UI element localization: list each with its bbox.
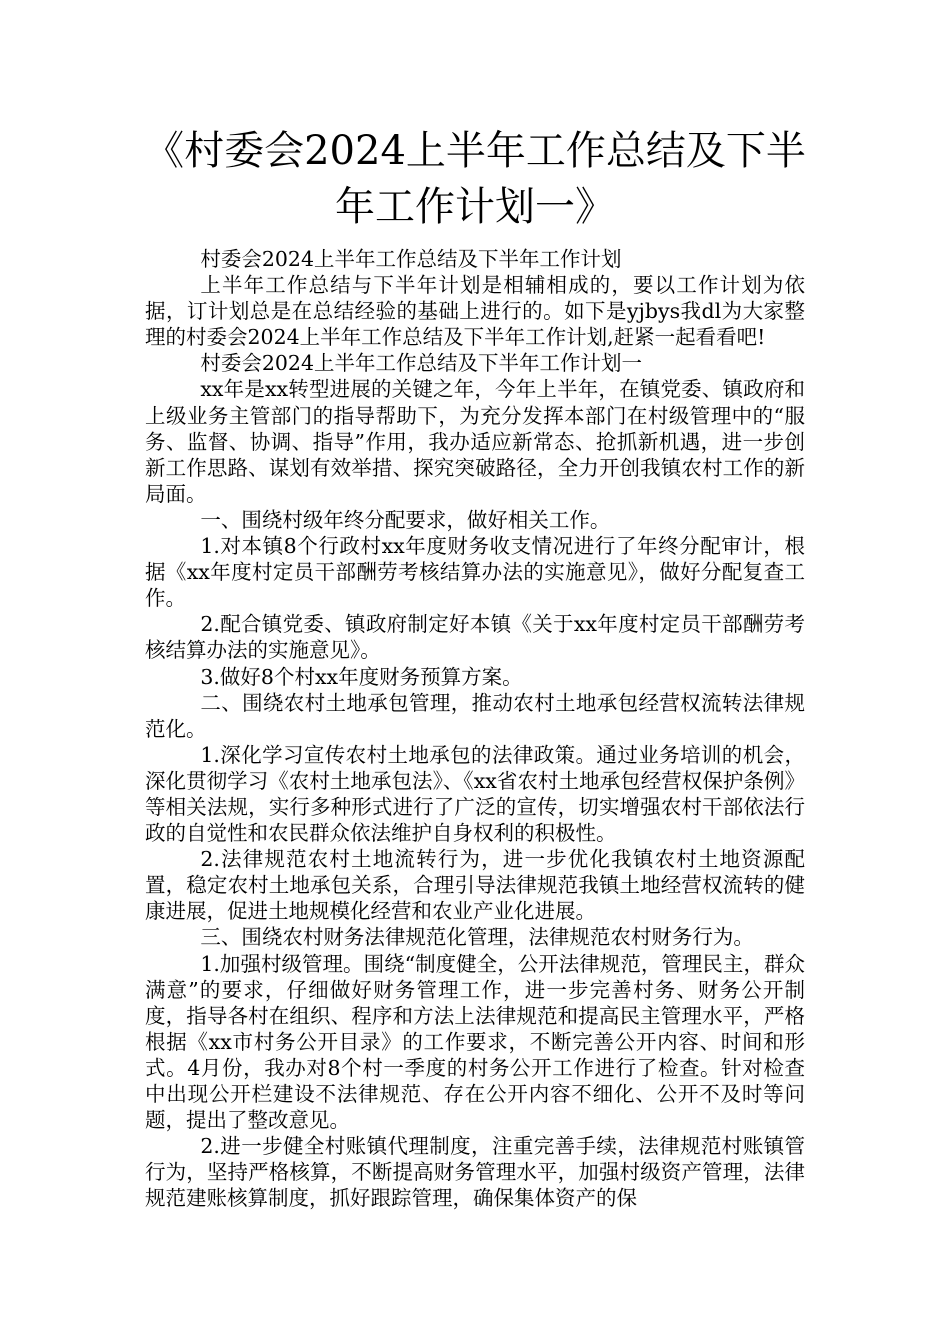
paragraph-item-1-2: 2.配合镇党委、镇政府制定好本镇《关于xx年度村定员干部酬劳考核结算办法的实施意见》。 — [145, 612, 805, 663]
paragraph-subtitle: 村委会2024上半年工作总结及下半年工作计划 — [200, 247, 622, 271]
document-title: 《村委会2024上半年工作总结及下半年工作计划一》 — [144, 128, 806, 230]
paragraph-heading-3: 三、围绕农村财务法律规范化管理，法律规范农村财务行为。 — [200, 925, 754, 950]
paragraph-item-1-1: 1.对本镇8个行政村xx年度财务收支情况进行了年终分配审计，根据《xx年度村定员干部酬劳考核结算办法的实施意见》，做好分配复查工作。 — [145, 534, 805, 611]
paragraph-item-3-2: 2.进一步健全村账镇代理制度，注重完善手续，法律规范村账镇管行为，坚持严格核算，不断提高财务管理水平，加强村级资产管理，法律规范建账核算制度，抓好跟踪管理，确保集体资产的保 — [145, 1134, 805, 1211]
paragraph-heading-1: 一、围绕村级年终分配要求，做好相关工作。 — [200, 507, 611, 532]
document-body — [145, 246, 805, 1211]
paragraph-overview: xx年是xx转型进展的关键之年，今年上半年，在镇党委、镇政府和上级业务主管部门的指导帮助下，为充分发挥本部门在村级管理中的“服务、监督、协调、指导”作用，我办适应新常态、抢抓新机遇，进一步创新工作思路、谋划有效举措、探究突破路径，全力开创我镇农村工作的新局面。 — [145, 377, 805, 506]
paragraph-item-1-3: 3.做好8个村xx年度财务预算方案。 — [200, 664, 523, 689]
paragraph-heading-2: 二、围绕农村土地承包管理，推动农村土地承包经营权流转法律规范化。 — [145, 690, 805, 741]
paragraph-item-2-2: 2.法律规范农村土地流转行为，进一步优化我镇农村土地资源配置，稳定农村土地承包关系，合理引导法律规范我镇土地经营权流转的健康进展，促进土地规模化经营和农业产业化进展。 — [145, 847, 805, 924]
paragraph-item-2-1: 1.深化学习宣传农村土地承包的法律政策。通过业务培训的机会，深化贯彻学习《农村土地承包法》、《xx省农村土地承包经营权保护条例》等相关法规，实行多种形式进行了广泛的宣传，切实增强农村干部依法行政的自觉性和农民群众依法维护自身权利的积极性。 — [145, 742, 805, 846]
paragraph-intro: 上半年工作总结与下半年计划是相辅相成的，要以工作计划为依据，订计划总是在总结经验的基础上进行的。如下是yjbys我dl为大家整理的村委会2024上半年工作总结及下半年工作计划,赶紧一起看看吧! — [145, 273, 805, 350]
paragraph-section-heading: 村委会2024上半年工作总结及下半年工作计划一 — [200, 351, 643, 376]
paragraph-item-3-1: 1.加强村级管理。围绕“制度健全，公开法律规范，管理民主，群众满意”的要求，仔细做好财务管理工作，进一步完善村务、财务公开制度，指导各村在组织、程序和方法上法律规范和提高民主管理水平，严格根据《xx市村务公开目录》的工作要求，不断完善公开内容、时间和形式。4月份，我办对8个村一季度的村务公开工作进行了检查。针对检查中出现公开栏建设不法律规范、存在公开内容不细化、公开不及时等问题，提出了整改意见。 — [145, 951, 805, 1133]
